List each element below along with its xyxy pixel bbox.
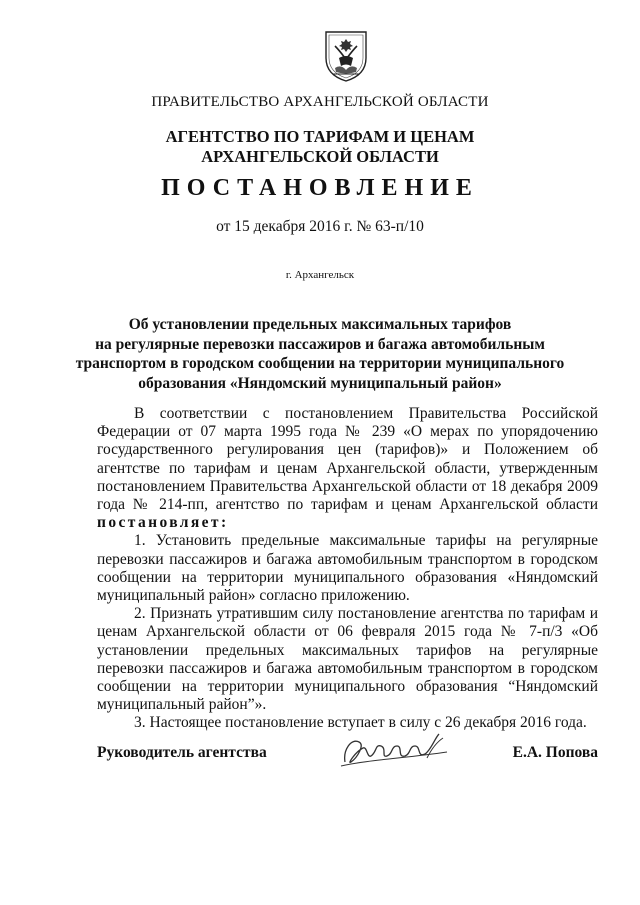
subject-line: Об установлении предельных максимальных тарифов bbox=[128, 316, 512, 333]
document-subject bbox=[0, 315, 640, 393]
signature-block bbox=[97, 740, 598, 780]
document-type: ПОСТАНОВЛЕНИЕ bbox=[161, 175, 479, 201]
signatory-title: Руководитель агентства bbox=[97, 744, 267, 761]
signatory-name: Е.А. Попова bbox=[512, 744, 598, 761]
item-paragraph: 1. Установить предельные максимальные тарифы на регулярные перевозки пассажиров и багажа автомобильным транспортом в городском сообщении на территории муниципального образования «Няндомский муниципальный район» согласно приложению. bbox=[97, 532, 598, 605]
document-city: г. Архангельск bbox=[285, 269, 355, 281]
preamble-text: В соответствии с постановлением Правительства Российской Федерации от 07 марта 1995 года № 239 «О мерах по упорядочению государственного регулирования цен (тарифов)» и Положением об агентстве по тарифам и ценам Архангельской области, утвержденным постановлением Правительства Архангельской области от 18 декабря 2009 года № 214-пп, агентство по тарифам и ценам Архангельской области bbox=[97, 405, 598, 514]
signature-icon bbox=[337, 728, 452, 774]
document-date-number: от 15 декабря 2016 г. № 63-п/10 bbox=[216, 218, 424, 235]
subject-line: на регулярные перевозки пассажиров и багажа автомобильным bbox=[95, 335, 545, 353]
agency-name bbox=[0, 127, 640, 167]
preamble-paragraph bbox=[97, 405, 598, 532]
subject-line: образования «Няндомский муниципальный район» bbox=[138, 374, 502, 392]
decree-word: постановляет: bbox=[97, 514, 229, 532]
government-name: ПРАВИТЕЛЬСТВО АРХАНГЕЛЬСКОЙ ОБЛАСТИ bbox=[151, 94, 489, 110]
agency-name-line: АГЕНТСТВО ПО ТАРИФАМ И ЦЕНАМ bbox=[165, 127, 475, 146]
item-paragraph: 2. Признать утратившим силу постановление агентства по тарифам и ценам Архангельской области от 06 февраля 2015 года № 7-п/3 «Об установлении предельных максимальных тарифов на регулярные перевозки пассажиров и багажа автомобильным транспортом в городском сообщении на территории муниципального образования “Няндомский муниципальный район”». bbox=[97, 605, 598, 714]
document-body bbox=[97, 405, 598, 733]
subject-line: транспортом в городском сообщении на территории муниципального bbox=[75, 355, 565, 372]
item-paragraph: 3. Настоящее постановление вступает в силу с 26 декабря 2016 года. bbox=[134, 714, 587, 732]
agency-name-line: АРХАНГЕЛЬСКОЙ ОБЛАСТИ bbox=[201, 147, 439, 166]
coat-of-arms-icon bbox=[323, 28, 369, 82]
